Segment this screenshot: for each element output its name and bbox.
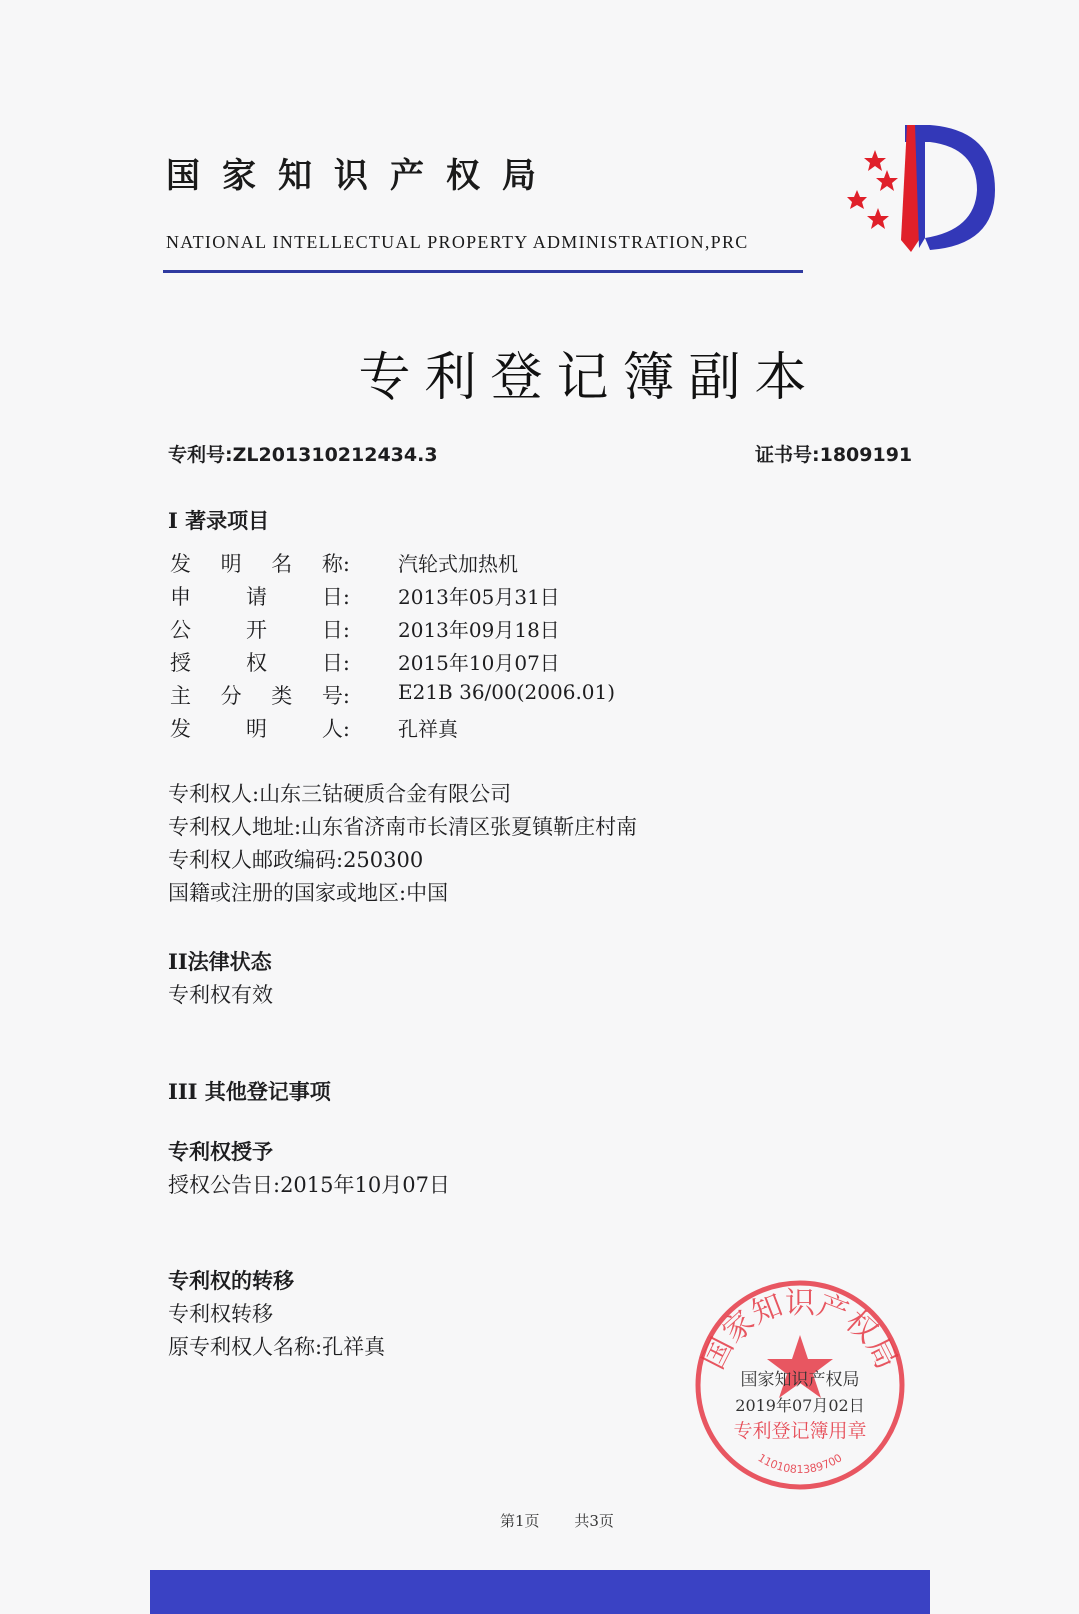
patentee: 专利权人:山东三钴硬质合金有限公司 (168, 782, 512, 806)
seal-outer-text: 国家知识产权局 (696, 1286, 904, 1375)
row-label-char: 明 (220, 552, 242, 576)
row-value: 2015年10月07日 (398, 651, 560, 675)
seal-inner-agency: 国家知识产权局 (740, 1370, 860, 1390)
certificate-number: 证书号:1809191 (755, 444, 913, 466)
original-patentee: 原专利权人名称:孔祥真 (168, 1335, 386, 1359)
row-label-char: 申 (170, 585, 191, 609)
section-other-items-heading: III 其他登记事项 (168, 1079, 331, 1104)
patentee-address: 专利权人地址:山东省济南市长清区张夏镇靳庄村南 (168, 815, 638, 839)
row-value: E21B 36/00(2006.01) (398, 680, 616, 704)
row-label (170, 680, 350, 710)
row-value: 2013年05月31日 (398, 585, 560, 609)
row-label-char: 请 (245, 585, 267, 609)
row-label-char: 称: (321, 552, 350, 576)
row-label-char: 发 (170, 552, 191, 576)
legal-status: 专利权有效 (168, 983, 273, 1007)
row-label-char: 发 (170, 717, 191, 741)
row-value: 汽轮式加热机 (398, 552, 518, 576)
bottom-color-band (150, 1570, 930, 1614)
patent-number: 专利号:ZL201310212434.3 (168, 444, 438, 466)
agency-name-cn: 国家知识产权局 (166, 156, 558, 196)
page-number: 第1页 (500, 1512, 540, 1530)
row-label-char: 主 (170, 684, 191, 708)
patentee-postcode: 专利权人邮政编码:250300 (168, 848, 424, 872)
transfer-heading: 专利权的转移 (168, 1268, 294, 1293)
grant-heading: 专利权授予 (168, 1139, 273, 1164)
official-seal (690, 1275, 910, 1495)
section-legal-status-heading: II法律状态 (168, 949, 272, 974)
row-label-char: 日: (321, 585, 350, 609)
row-label (170, 713, 350, 743)
page-total: 共3页 (574, 1512, 614, 1530)
row-label-char: 日: (321, 651, 350, 675)
nationality: 国籍或注册的国家或地区:中国 (168, 881, 449, 905)
row-value: 2013年09月18日 (398, 618, 560, 642)
agency-name-en: NATIONAL INTELLECTUAL PROPERTY ADMINISTRATION,PRC (166, 232, 749, 252)
svg-text:1101081389700 (756, 1451, 845, 1476)
row-label-char: 分 (220, 684, 242, 708)
grant-announcement-date: 授权公告日:2015年10月07日 (168, 1173, 450, 1197)
header-divider (163, 270, 803, 273)
document-title: 专利登记簿副本 (358, 348, 821, 408)
row-label-char: 人: (321, 717, 350, 741)
row-label-char: 类 (271, 684, 293, 708)
cnipa-logo-icon (845, 120, 1015, 260)
row-label-char: 授 (170, 651, 191, 675)
row-label-char: 权 (245, 651, 267, 675)
row-label-char: 号: (321, 684, 350, 708)
row-label-char: 公 (170, 618, 191, 642)
row-label-char: 明 (245, 717, 267, 741)
row-value: 孔祥真 (398, 717, 458, 741)
row-label (170, 614, 350, 644)
row-label-char: 名 (271, 552, 293, 576)
row-label-char: 开 (245, 618, 267, 642)
transfer-type: 专利权转移 (168, 1302, 273, 1326)
row-label-char: 日: (321, 618, 350, 642)
section-bibliographic-heading: I 著录项目 (168, 508, 270, 533)
seal-serial: 1101081389700 (755, 1451, 845, 1477)
page-footer (500, 1510, 644, 1531)
row-label (170, 548, 350, 578)
row-label (170, 581, 350, 611)
seal-usage: 专利登记簿用章 (733, 1420, 867, 1442)
seal-date: 2019年07月02日 (735, 1396, 865, 1415)
row-label (170, 647, 350, 677)
